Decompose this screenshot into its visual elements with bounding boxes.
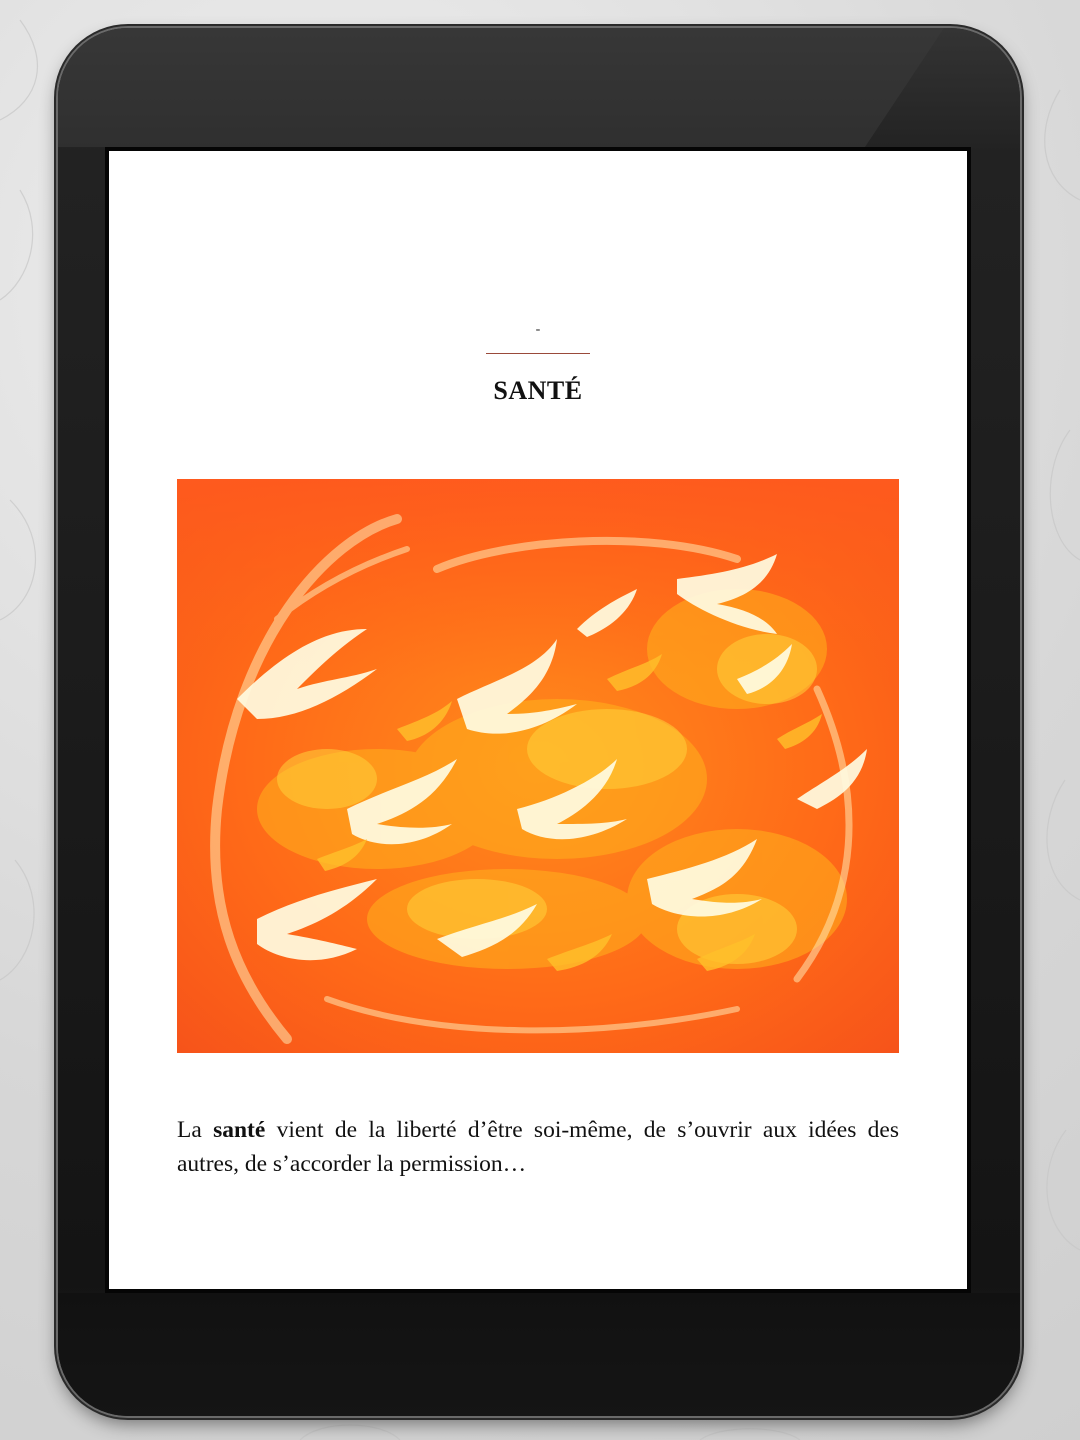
abstract-orange-painting: [177, 479, 899, 1053]
chapter-mark: -: [535, 322, 541, 337]
title-divider: [486, 353, 590, 354]
text-lead: La: [177, 1116, 214, 1143]
text-emphasis: santé: [213, 1116, 266, 1143]
page-body-text: [177, 1113, 899, 1181]
ebook-screen[interactable]: [105, 147, 971, 1293]
tablet-device: [58, 28, 1020, 1416]
page-title: SANTÉ: [493, 376, 583, 405]
text-rest: vient de la liberté d’être soi-même, de s’ouvrir aux idées des autres, de s’accorder la permission…: [177, 1116, 899, 1177]
